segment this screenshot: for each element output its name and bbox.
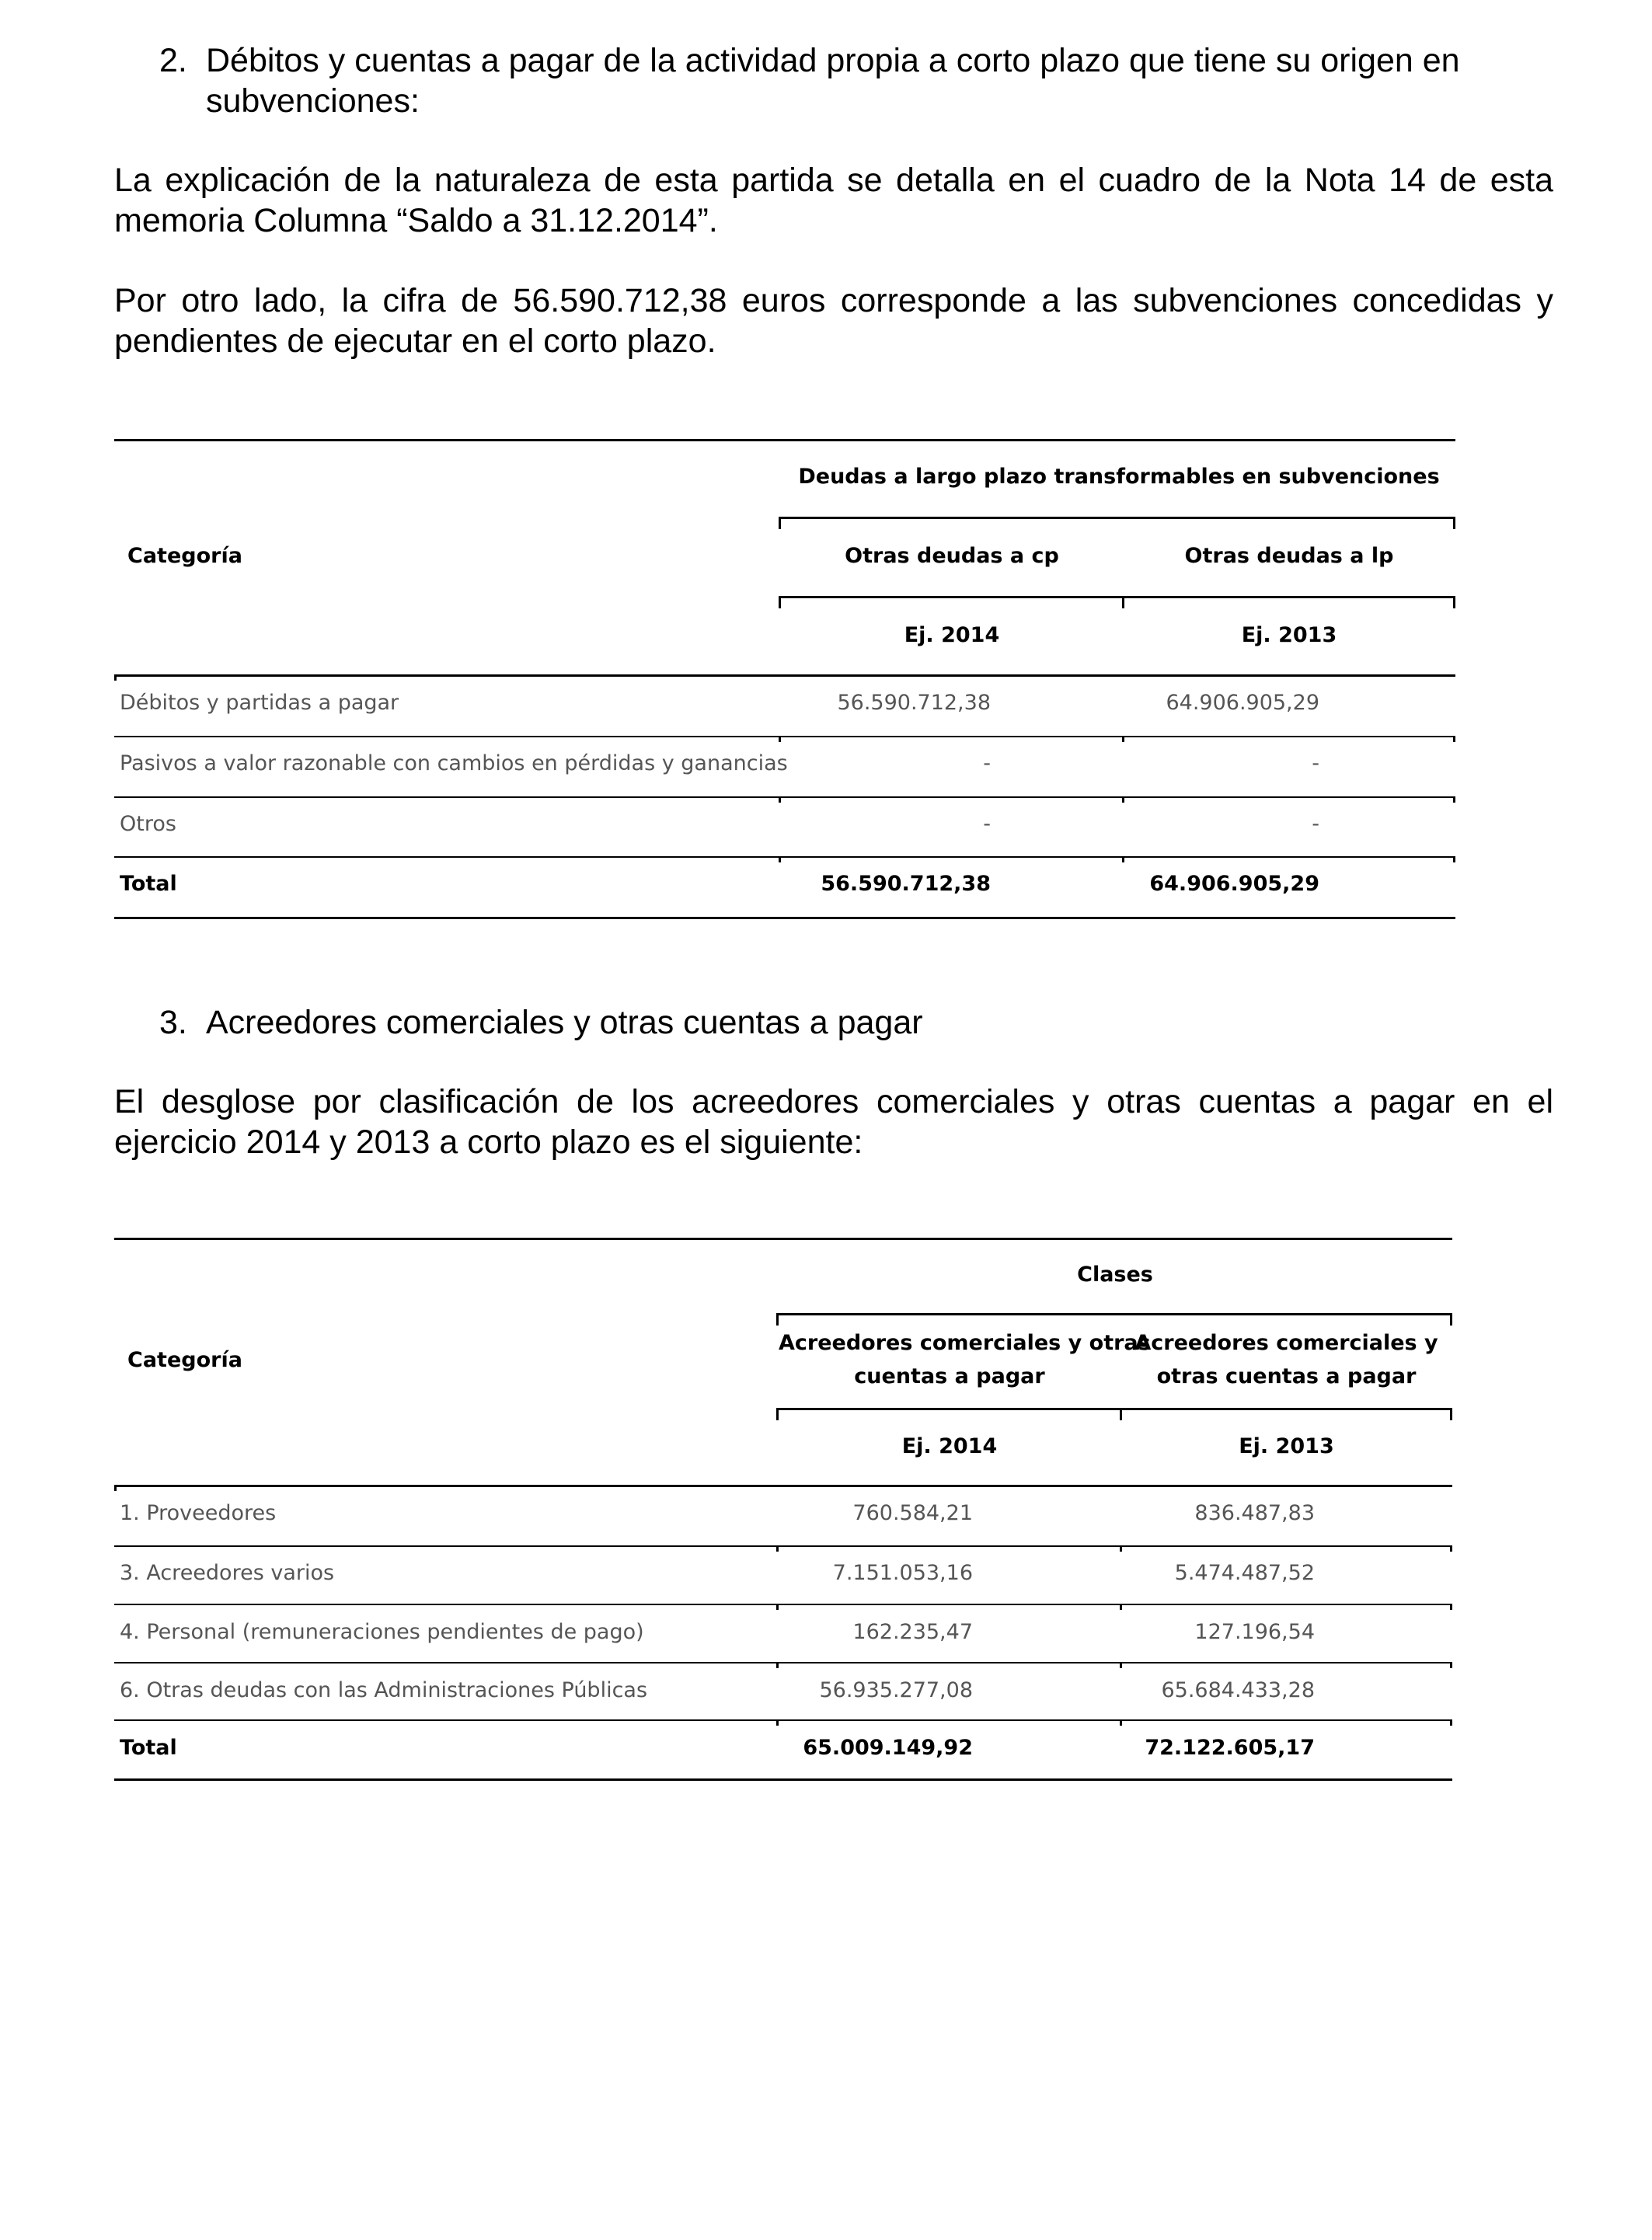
- table-1-group-header: Deudas a largo plazo transformables en subvenciones: [798, 465, 1440, 489]
- section-3-number: 3.: [159, 1004, 187, 1041]
- table-1-col2-year: Ej. 2013: [1241, 623, 1337, 647]
- table-1-category-header: Categoría: [127, 544, 242, 568]
- row-value-2013: -: [1312, 751, 1319, 775]
- section-2-heading: [159, 40, 1553, 121]
- table-1-col1-year: Ej. 2014: [904, 623, 1000, 647]
- row-label: Débitos y partidas a pagar: [120, 691, 399, 715]
- row-value-2014: 760.584,21: [852, 1501, 973, 1525]
- row-value-2013: 65.684.433,28: [1161, 1678, 1315, 1702]
- table-2-col1-year: Ej. 2014: [901, 1434, 998, 1458]
- table-2-category-header: Categoría: [127, 1348, 242, 1372]
- row-value-2014: 7.151.053,16: [832, 1561, 973, 1585]
- table-2-group-header: Clases: [1077, 1263, 1153, 1287]
- table-1-col2-header: Otras deudas a lp: [1184, 544, 1394, 568]
- section-2-title-line2: subvenciones:: [206, 82, 420, 120]
- row-value-2014: 162.235,47: [852, 1620, 973, 1644]
- section-2-paragraph-2: Por otro lado, la cifra de 56.590.712,38 euros corresponde a las subvenciones concedidas y pendientes de ejecutar en el corto plazo.: [114, 282, 1553, 360]
- row-value-2013: 127.196,54: [1194, 1620, 1315, 1644]
- section-2-title-line1: Débitos y cuentas a pagar de la actividad propia a corto plazo que tiene su origen en: [206, 42, 1460, 79]
- section-2-number: 2.: [159, 42, 187, 79]
- row-value-2014: 56.935.277,08: [819, 1678, 973, 1702]
- total-value-2014: 56.590.712,38: [821, 872, 991, 896]
- table-2-col2-year: Ej. 2013: [1239, 1434, 1334, 1458]
- table-2-col1-header-line2: cuentas a pagar: [854, 1364, 1045, 1388]
- row-label: Pasivos a valor razonable con cambios en pérdidas y ganancias: [120, 751, 788, 775]
- section-2-paragraph-1: La explicación de la naturaleza de esta partida se detalla en el cuadro de la Nota 14 de esta memoria Columna “Saldo a 31.12.2014”.: [114, 162, 1553, 239]
- section-3-title: Acreedores comerciales y otras cuentas a pagar: [206, 1004, 923, 1041]
- total-value-2014: 65.009.149,92: [803, 1736, 973, 1760]
- row-value-2013: -: [1312, 812, 1319, 836]
- table-2-col2-header-line1: Acreedores comerciales y: [1134, 1331, 1438, 1355]
- total-label: Total: [120, 1736, 177, 1760]
- row-label: Otros: [120, 812, 176, 836]
- row-label: 3. Acreedores varios: [120, 1561, 335, 1585]
- row-value-2013: 836.487,83: [1194, 1501, 1315, 1525]
- table-2-col2-header-line2: otras cuentas a pagar: [1156, 1364, 1417, 1388]
- row-value-2014: -: [983, 751, 991, 775]
- section-3-heading: [159, 1002, 1553, 1043]
- total-value-2013: 72.122.605,17: [1145, 1736, 1315, 1760]
- section-3-paragraph: El desglose por clasificación de los acreedores comerciales y otras cuentas a pagar en el ejercicio 2014 y 2013 a corto plazo es el siguiente:: [114, 1083, 1553, 1161]
- row-value-2013: 5.474.487,52: [1174, 1561, 1315, 1585]
- row-value-2014: -: [983, 812, 991, 836]
- row-value-2014: 56.590.712,38: [837, 691, 991, 715]
- table-2-col1-header-line1: Acreedores comerciales y otras: [779, 1331, 1151, 1355]
- row-label: 4. Personal (remuneraciones pendientes de pago): [120, 1620, 644, 1644]
- total-value-2013: 64.906.905,29: [1149, 872, 1319, 896]
- table-1-col1-header: Otras deudas a cp: [845, 544, 1059, 568]
- row-value-2013: 64.906.905,29: [1166, 691, 1319, 715]
- total-label: Total: [120, 872, 177, 896]
- row-label: 6. Otras deudas con las Administraciones Públicas: [120, 1678, 648, 1702]
- row-label: 1. Proveedores: [120, 1501, 277, 1525]
